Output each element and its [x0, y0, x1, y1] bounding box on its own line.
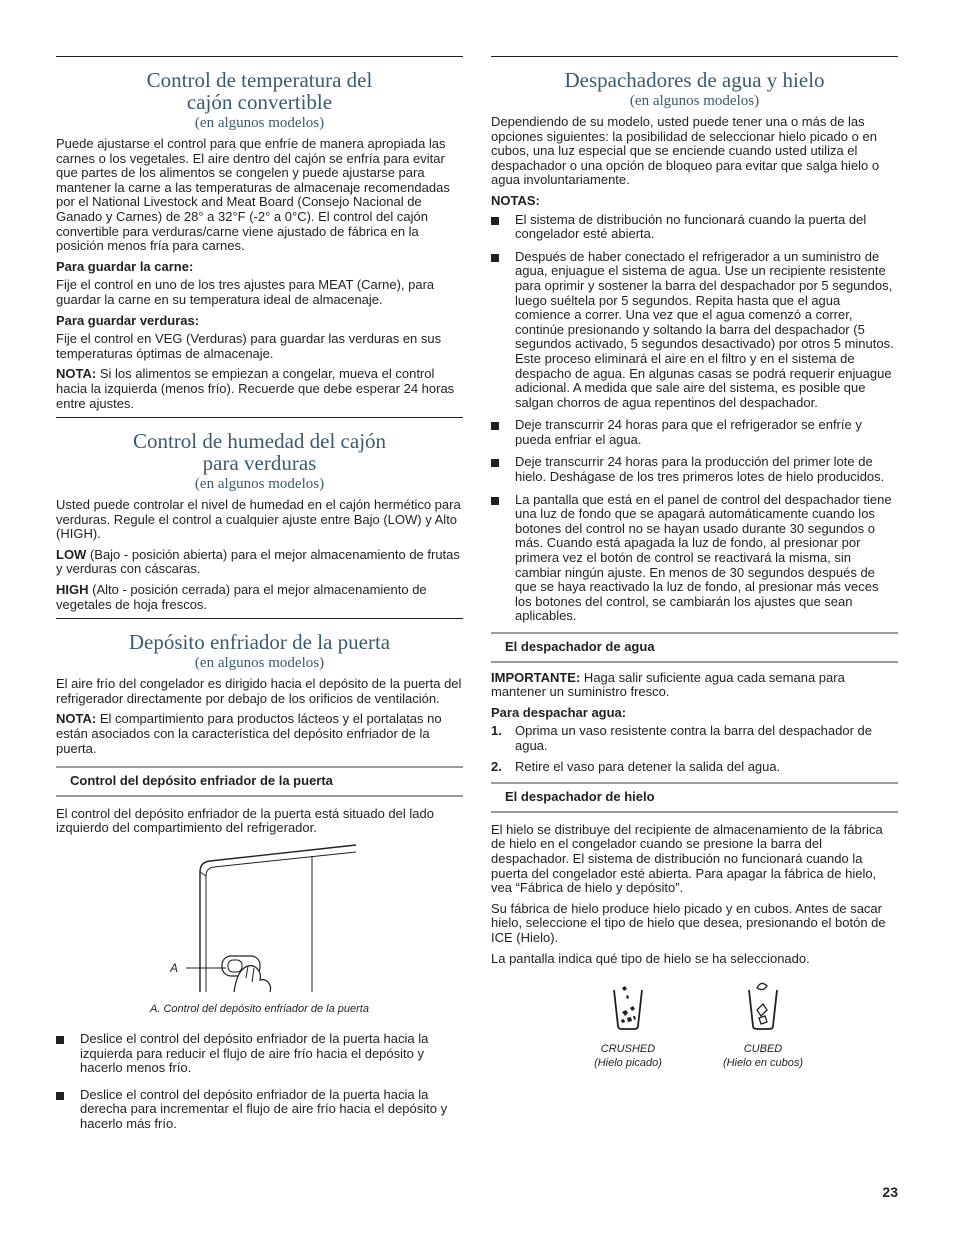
- section-title: Despachadores de agua y hielo: [564, 68, 825, 92]
- door-chiller-illustration: [56, 842, 463, 1002]
- paragraph: La pantalla indica qué tipo de hielo se ha seleccionado.: [491, 950, 810, 966]
- notes-label: NOTAS:: [491, 192, 540, 208]
- crushed-ice-option: [583, 982, 673, 1070]
- important-note: [491, 671, 898, 700]
- list-item: [56, 1032, 463, 1076]
- square-bullet-icon: [491, 497, 499, 505]
- list-item: [491, 724, 898, 753]
- water-steps: [491, 724, 898, 774]
- subtitle: (en algunos modelos): [194, 655, 325, 672]
- section-humidity-control: [56, 418, 463, 612]
- crushed-label-line-1: CRUSHED: [600, 1042, 656, 1055]
- page-number: 23: [882, 1184, 898, 1200]
- low-label: LOW: [56, 546, 87, 562]
- subsection-heading: El despachador de hielo: [505, 789, 655, 805]
- step-text: Oprima un vaso resistente contra la barra del despachador de agua.: [515, 723, 872, 753]
- note-label: NOTA:: [56, 711, 97, 727]
- cubed-ice-option: [713, 982, 813, 1070]
- bullet-text: Deslice el control del depósito enfriador de la puerta hacia la izquierda para reducir el flujo de aire frío hacia el depósito y hacerlo menos frío.: [80, 1031, 429, 1076]
- crushed-label: [583, 1042, 673, 1070]
- title-line-2: cajón convertible: [186, 90, 333, 114]
- cubed-label-line-1: CUBED: [743, 1042, 783, 1055]
- low-text: (Bajo - posición abierta) para el mejor almacenamiento de frutas y verduras con cáscaras.: [56, 546, 460, 577]
- note: [56, 712, 463, 756]
- step-number: 2.: [491, 758, 502, 774]
- subtitle: (en algunos modelos): [194, 476, 325, 493]
- important-text: Haga salir suficiente agua cada semana para mantener un suministro fresco.: [491, 669, 845, 700]
- section-title: Depósito enfriador de la puerta: [128, 630, 391, 655]
- subsection-heading: Control del depósito enfriador de la puerta: [70, 773, 333, 789]
- paragraph: Su fábrica de hielo produce hielo picado y en cubos. Antes de sacar hielo, seleccione el tipo de hielo que desea, presionando el botón de ICE (Hielo).: [491, 900, 886, 945]
- square-bullet-icon: [491, 254, 499, 262]
- cubed-ice-icon: [745, 982, 781, 1032]
- paragraph: El aire frío del congelador es dirigido hacia el depósito de la puerta del refrigerador directamente por debajo de los orificios de ventilación.: [56, 676, 462, 706]
- subsection-heading: El despachador de agua: [505, 639, 655, 654]
- section-door-chiller: [56, 619, 463, 1131]
- high-text: (Alto - posición cerrada) para el mejor almacenamiento de vegetales de hoja frescos.: [56, 582, 427, 612]
- note-text: Si los alimentos se empiezan a congelar, mueva el control hacia la izquierda (menos frío). Recuerde que debe esperar 24 horas entre ajustes.: [56, 366, 455, 411]
- steps-label: Para despachar agua:: [491, 704, 627, 720]
- list-item: [491, 493, 898, 624]
- meat-label: Para guardar la carne:: [56, 258, 194, 274]
- paragraph: El hielo se distribuye del recipiente de almacenamiento de la fábrica de hielo en el congelador cuando se presione la barra del despachador. El sistema de distribución no funcionará cuando la puerta del congelador esté abierta. Para apagar la fábrica de hielo, vea “Fábrica de hielo y depósito”.: [491, 821, 883, 896]
- note-label: NOTA:: [56, 366, 97, 382]
- step-text: Retire el vaso para detener la salida del agua.: [515, 758, 781, 774]
- bullet-text: Deslice el control del depósito enfriador de la puerta hacia la derecha para incrementar el flujo de aire frío hacia el depósito y hacerlo más frío.: [80, 1086, 448, 1131]
- square-bullet-icon: [491, 422, 499, 430]
- note-text: El sistema de distribución no funcionará cuando la puerta del congelador esté abierta.: [515, 211, 867, 242]
- important-label: IMPORTANTE:: [491, 669, 581, 685]
- list-item: [56, 1088, 463, 1132]
- paragraph: Puede ajustarse el control para que enfríe de manera apropiada las carnes o los vegetales. El aire dentro del cajón se enfría para evitar que partes de los alimentos se congelen y puede ajustarse para mantener la carne a las temperaturas de almacenaje recomendadas por el National Livestock and Meat Board (Consejo Nacional de Ganado y Carnes) de 28° a 32°F (-2° a 0°C). El control del cajón convertible para verduras/carne viene ajustado de fábrica en la posición menos fría para carnes.: [56, 136, 450, 254]
- cubed-label-line-2: (Hielo en cubos): [722, 1056, 804, 1069]
- list-item: [491, 760, 898, 775]
- section-title: [56, 69, 463, 113]
- paragraph: El control del depósito enfriador de la puerta está situado del lado izquierdo del compartimiento del refrigerador.: [56, 805, 434, 836]
- square-bullet-icon: [491, 459, 499, 467]
- figure-caption: A. Control del depósito enfriador de la puerta: [150, 1003, 369, 1015]
- subsection-rule: [56, 795, 463, 797]
- note-text: Deje transcurrir 24 horas para la producción del primer lote de hielo. Deshágase de los tres primeros lotes de hielo producidos.: [515, 454, 885, 485]
- title-line-1: Control de humedad del cajón: [132, 429, 387, 454]
- veg-text: Fije el control en VEG (Verduras) para guardar las verduras en sus temperaturas óptimas de almacenaje.: [56, 331, 442, 361]
- paragraph: Usted puede controlar el nivel de humedad en el cajón hermético para verduras. Regule el control a cualquier ajuste entre Bajo (LOW) y Alto (HIGH).: [56, 497, 461, 542]
- section-ice-dispenser: [491, 782, 898, 1092]
- list-item: [491, 250, 898, 411]
- veg-label: Para guardar verduras:: [56, 312, 200, 328]
- square-bullet-icon: [56, 1092, 64, 1100]
- note-text: El compartimiento para productos lácteos y el portalatas no están asociados con la característica del depósito enfriador de la puerta.: [56, 711, 442, 756]
- square-bullet-icon: [491, 217, 499, 225]
- crushed-label-line-2: (Hielo picado): [594, 1056, 662, 1069]
- door-chiller-figure: [56, 842, 463, 1002]
- subsection-rule: [491, 811, 898, 813]
- subsection-rule: [491, 661, 898, 663]
- crushed-ice-icon: [610, 982, 646, 1032]
- high-setting: [56, 583, 463, 612]
- list-item: [491, 213, 898, 242]
- left-column: [56, 56, 463, 1140]
- high-label: HIGH: [56, 582, 89, 598]
- note: [56, 367, 463, 411]
- note-text: La pantalla que está en el panel de control del despachador tiene una luz de fondo que se apagará automáticamente cuando los botones del control no se hayan usado durante 30 segundos o más. Cuando está apagada la luz de fondo, al presionar por primera vez el botón de control se reactivará la misma, sin cambiar ningún ajuste. En menos de 30 segundos después de que se haya reactivado la luz de fondo, al presionar más veces los botones del control, se cambiarán los ajustes que sean aplicables.: [515, 491, 892, 624]
- section-title: [56, 430, 463, 474]
- subtitle: (en algunos modelos): [194, 115, 325, 131]
- section-dispensers: [491, 57, 898, 624]
- section-convertible-drawer: [56, 57, 463, 411]
- meat-text: Fije el control en uno de los tres ajustes para MEAT (Carne), para guardar la carne en su temperatura ideal de almacenaje.: [56, 277, 435, 307]
- note-text: Después de haber conectado el refrigerador a un suministro de agua, enjuague el sistema de agua. Use un recipiente resistente para oprimir y sostener la barra del despachador por 5 segundos, luego suéltela por 5 segundos. Repita hasta que el agua comience a correr. Una vez que el agua comenzó a correr, continúe presionando y soltando la barra del despachador (5 segundos activado, 5 segundos desactivado) por otros 5 minutos. Este proceso eliminará el aire en el filtro y en el sistema de despacho de agua. En algunas casas se podrá requerir enjuague adicional. A medida que sale aire del sistema, es posible que salgan chorros de agua repentinos del despachador.: [515, 248, 894, 410]
- low-setting: [56, 548, 463, 577]
- cubed-label: [713, 1042, 813, 1070]
- ice-type-icons: [491, 982, 898, 1092]
- figure-letter-a: A: [170, 961, 179, 975]
- right-column: [491, 56, 898, 1092]
- paragraph: Dependiendo de su modelo, usted puede tener una o más de las opciones siguientes: la posibilidad de seleccionar hielo picado o en cubos, una luz especial que se enciende cuando usted utiliza el despachador o una opción de bloqueo para evitar que salga hielo o agua involuntariamente.: [491, 114, 880, 188]
- step-number: 1.: [491, 723, 502, 739]
- chiller-bullets: [56, 1032, 463, 1132]
- notes-list: [491, 213, 898, 624]
- title-line-2: para verduras: [202, 451, 317, 476]
- section-water-dispenser: [491, 632, 898, 774]
- subtitle: (en algunos modelos): [629, 93, 760, 109]
- list-item: [491, 455, 898, 484]
- title-line-1: Control de temperatura del: [146, 68, 373, 92]
- note-text: Deje transcurrir 24 horas para que el refrigerador se enfríe y pueda enfriar el agua.: [515, 417, 862, 447]
- square-bullet-icon: [56, 1036, 64, 1044]
- list-item: [491, 418, 898, 447]
